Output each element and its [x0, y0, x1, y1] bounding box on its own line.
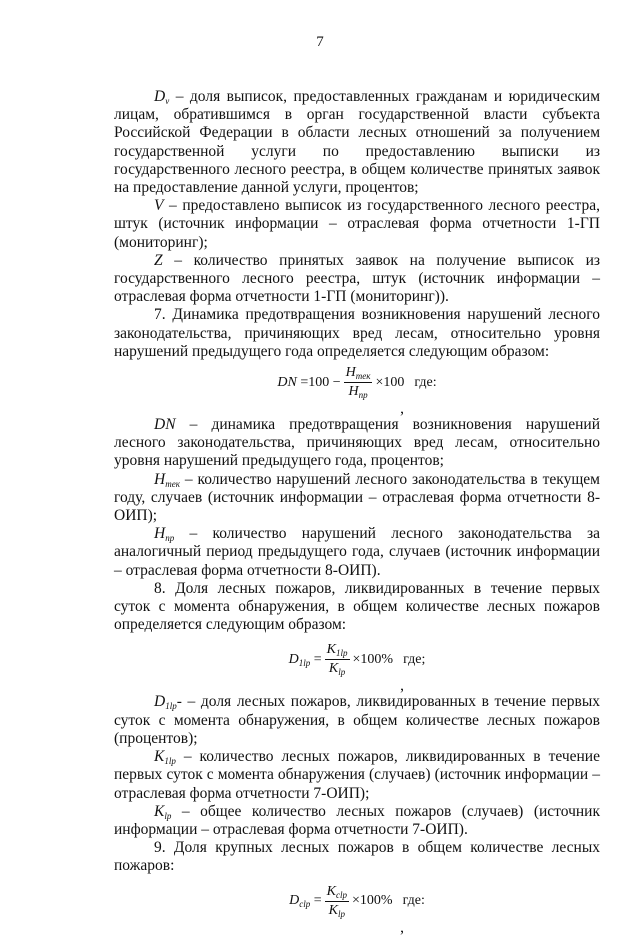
- symbol: Z: [154, 251, 163, 269]
- fraction: [344, 365, 373, 400]
- fraction-denominator: $H_{пр}$: [348, 384, 368, 401]
- formula-where: где:: [414, 374, 437, 390]
- paragraph: 9. Доля крупных лесных пожаров в общем количестве лесных пожаров:: [114, 839, 600, 875]
- formula-comma: ,: [400, 400, 404, 418]
- paragraph: [114, 416, 600, 471]
- paragraph-text: – динамика предотвращения возникновения нарушений лесного законодательства, причиняющих вред лесам, относительно уровня нарушений предыдущего года, процентов;: [114, 416, 600, 470]
- paragraph-text: – общее количество лесных пожаров (случаев) (источник информации – отраслевая форма отчетности 7-ОИП).: [114, 802, 600, 838]
- symbol: $D_v$: [154, 88, 170, 106]
- symbol: $H_{пр}$: [154, 525, 175, 544]
- formula-d1lp: [114, 642, 600, 677]
- symbol: $K_{1lp}$: [154, 748, 176, 767]
- paragraph-text: - – доля лесных пожаров, ликвидированных в течение первых суток с момента обнаружения, в общем количестве лесных пожаров (процентов);: [114, 693, 600, 747]
- paragraph: [114, 252, 600, 307]
- fraction-numerator: $K_{clp}$: [326, 883, 348, 900]
- paragraph-text: – предоставлено выписок из государственного лесного реестра, штук (источник информации – отраслевая форма отчетности 1-ГП (мониторинг);: [114, 197, 600, 251]
- formula-eq: =: [310, 893, 322, 909]
- formula-lhs: DN: [277, 374, 297, 390]
- formula-eq: =100 −: [296, 374, 341, 390]
- formula-rest: ×100%: [352, 893, 393, 909]
- formula-comma: ,: [400, 918, 404, 936]
- symbol: DN: [154, 416, 176, 434]
- fraction-denominator: $K_{lp}$: [328, 661, 346, 678]
- paragraph: [114, 88, 600, 197]
- symbol: $H_{тек}$: [154, 470, 180, 489]
- formula-dclp: [114, 884, 600, 919]
- document-body: [114, 88, 600, 935]
- symbol: $D_{1lp}$: [154, 693, 177, 712]
- formula-eq: =: [310, 651, 322, 667]
- paragraph: [114, 525, 600, 580]
- paragraph: [114, 693, 600, 748]
- formula-dn: [114, 365, 600, 400]
- page-number: 7: [316, 34, 324, 50]
- fraction: [325, 884, 349, 919]
- paragraph: 7. Динамика предотвращения возникновения нарушений лесного законодательства, причиняющих вред лесам, относительно уровня нарушений предыдущего года определяется следующим образом:: [114, 306, 600, 360]
- formula-rest: ×100: [375, 374, 405, 390]
- paragraph-text: – количество нарушений лесного законодательства в текущем году, случаев (источник информации – отраслевая форма отчетности 8-ОИП);: [114, 470, 600, 525]
- fraction: [325, 642, 350, 677]
- paragraph: [114, 471, 600, 526]
- formula-lhs: $D_{1lp}$: [288, 651, 311, 668]
- formula-where: где;: [403, 651, 426, 667]
- formula-lhs: $D_{clp}$: [289, 893, 311, 910]
- fraction-numerator: $K_{1lp}$: [326, 642, 348, 659]
- formula-comma: ,: [400, 677, 404, 695]
- paragraph-text: – количество принятых заявок на получение выписок из государственного лесного реестра, штук (источник информации – отраслевая форма отчетности 1-ГП (мониторинг)).: [114, 251, 600, 306]
- fraction-numerator: $H_{тек}$: [345, 365, 371, 382]
- paragraph: [114, 197, 600, 252]
- formula-where: где:: [402, 893, 425, 909]
- paragraph-text: – доля выписок, предоставленных гражданам и юридическим лицам, обратившимся в орган государственной власти субъекта Российской Федерации в области лесных отношений за получением государственной услуги по предоставлению выписки из государственного лесного реестра, в общем количестве принятых заявок на предоставление данной услуги, процентов;: [114, 88, 600, 197]
- paragraph-text: – количество нарушений лесного законодательства за аналогичный период предыдущего года, случаев (источник информации – отраслевая форма отчетности 8-ОИП).: [114, 525, 600, 579]
- formula-rest: ×100%: [352, 651, 394, 667]
- paragraph: 8. Доля лесных пожаров, ликвидированных в течение первых суток с момента обнаружения, в общем количестве лесных пожаров определяется следующим образом:: [114, 579, 600, 634]
- paragraph: [114, 748, 600, 803]
- symbol: V: [154, 197, 164, 215]
- symbol: $K_{lp}$: [154, 802, 172, 821]
- paragraph: [114, 803, 600, 839]
- paragraph-text: – количество лесных пожаров, ликвидированных в течение первых суток с момента обнаружения (случаев) (источник информации – отраслевая форма отчетности 7-ОИП);: [114, 748, 600, 802]
- fraction-denominator: $K_{lp}$: [328, 902, 346, 919]
